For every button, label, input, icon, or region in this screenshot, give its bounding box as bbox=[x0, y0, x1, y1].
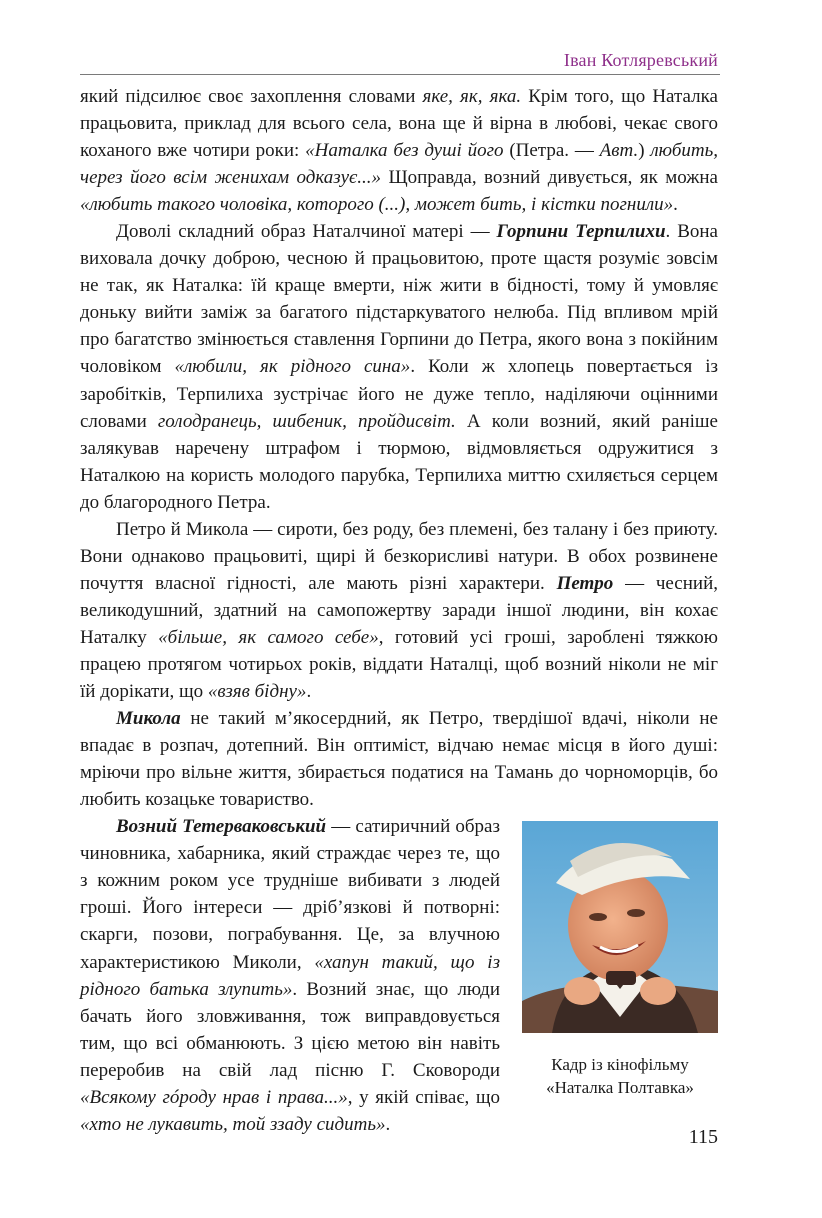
quote-italic: яке, як, яка. bbox=[422, 86, 522, 107]
running-header-author: Іван Котляревський bbox=[563, 50, 718, 70]
paragraph-4 bbox=[80, 705, 718, 813]
quote-italic: голодранець, шибеник, пройдисвіт. bbox=[157, 410, 456, 432]
character-name: Горпини Терпилихи bbox=[496, 221, 666, 243]
paragraph-1 bbox=[80, 83, 718, 218]
text-run: Крім того, що Наталка працьовита, приклад для всього села, вона ще й вірна в любові, чекає свого коханого вже чотири роки: bbox=[80, 86, 718, 162]
text-run: Петро й Микола — сироти, без роду, без племені, без талану і без приюту. Вони однаково працьовиті, щирі й безкорисливі натури. В обох розвинене почуття власної гідності, але мають різні характери. bbox=[80, 518, 718, 594]
quote-italic: «Всякому гóроду нрав і права...» bbox=[80, 1086, 348, 1108]
figure-wrap-block bbox=[80, 813, 718, 1138]
text-run: , у якій співає, що bbox=[347, 1086, 500, 1108]
paragraph-2 bbox=[80, 218, 718, 516]
paragraph-3 bbox=[80, 516, 718, 705]
character-name: Возний Тетерваковський bbox=[116, 816, 327, 838]
running-header bbox=[80, 46, 720, 75]
text-run: . bbox=[306, 681, 312, 703]
figure-caption-line-2: «Наталка Полтавка» bbox=[546, 1078, 694, 1098]
text-run: А коли возний, який раніше залякував наречену штрафом і тюрмою, відмовляється одружитися з Наталкою на користь молодого парубка, Терпилиха миттю схиляється серцем до благородного Петра. bbox=[80, 410, 718, 513]
text-run: не такий м’якосердний, як Петро, твердішої вдачі, ніколи не впадає в розпач, дотепний. Він оптиміст, відчаю немає місця в його душі: мріючи про вільне життя, збирається податися на Тамань до чорноморців, бо любить козацьке товариство. bbox=[80, 708, 718, 811]
figure-caption bbox=[522, 1053, 718, 1099]
text-run: ) bbox=[638, 140, 651, 162]
text-run: (Петра. — bbox=[503, 140, 600, 162]
text-run: . Возний знає, що люди бачать його зловживання, тож виправдовується тим, що всі обманюють. З цією метою він навіть переробив на свій лад пісню Г. Сковороди bbox=[80, 978, 500, 1081]
quote-italic: «взяв бідну» bbox=[207, 681, 307, 703]
film-still-figure bbox=[522, 821, 718, 1099]
text-run: . bbox=[673, 194, 678, 216]
quote-italic: «Наталка без душі його bbox=[305, 140, 504, 162]
quote-italic: «хапун такий, що із рідного батька злупить» bbox=[80, 951, 500, 1000]
text-run: . bbox=[385, 1113, 391, 1135]
text-run: Щоправда, возний дивується, як можна bbox=[381, 167, 718, 189]
text-run: — сатиричний образ чиновника, хабарника, який страждає через те, що з кожним роком усе трудніше вибивати з людей гроші. Його інтереси — дріб’язкові й потворні: скарги, позови, пограбування. Це, за влучною характеристикою Миколи, bbox=[80, 816, 500, 973]
text-run: який підсилює своє захоплення словами bbox=[80, 86, 423, 107]
character-name: Петро bbox=[556, 572, 614, 594]
page-number: 115 bbox=[688, 1126, 718, 1148]
text-run: . Вона виховала дочку доброю, чесною й працьовитою, проте щастя розуміє зовсім не так, як Наталка: їй краще вмерти, ніж жити в бідності, тому й умовляє доньку вийти заміж за багатого підстаркуватого нелюба. Під впливом мрій про багатство змінюється ставлення Горпини до Петра, якого вона з покійним чоловіком bbox=[80, 221, 718, 378]
character-name: Микола bbox=[116, 708, 181, 730]
quote-italic: «любить такого чоловіка, которого (...), может бить, і кістки погнили» bbox=[80, 194, 674, 216]
text-run: . Коли ж хлопець повертається із заробітків, Терпилиха зустрічає його не дуже тепло, наділяючи оцінними словами bbox=[80, 356, 718, 432]
main-text bbox=[80, 83, 718, 1138]
figure-caption-line-1: Кадр із кінофільму bbox=[551, 1055, 689, 1075]
quote-italic: любить, через його всім женихам одказує...» bbox=[80, 140, 718, 189]
text-run: — чесний, великодушний, здатний на самопожертву заради іншої людини, він кохає Наталку bbox=[80, 572, 718, 648]
quote-italic: «любили, як рідного сина» bbox=[174, 356, 411, 378]
wrapped-column bbox=[80, 813, 500, 1138]
text-run: , готовий усі гроші, зароблені тяжкою працею протягом чотирьох років, віддати Наталці, щоб возний ніколи не міг їй дорікати, що bbox=[80, 626, 718, 703]
quote-italic: «хто не лукавить, той ззаду сидить» bbox=[80, 1113, 386, 1135]
abbr-italic: Авт. bbox=[599, 140, 639, 162]
paragraph-5 bbox=[80, 813, 500, 1138]
quote-italic: «більше, як самого себе» bbox=[158, 626, 379, 648]
text-run: Доволі складний образ Наталчиної матері — bbox=[116, 221, 497, 243]
film-still-photo bbox=[522, 821, 718, 1033]
